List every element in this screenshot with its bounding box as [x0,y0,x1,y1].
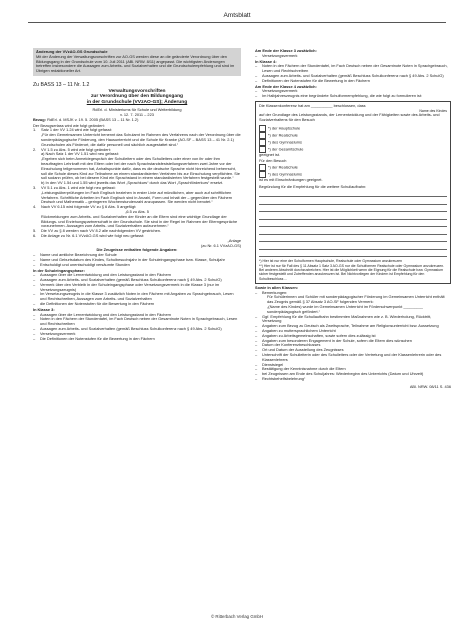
item-text: Aussagen zum Arbeits- und Sozialverhalten (gemäß Beschluss Schulkonferenz nach § 49 Abs. 2 SchulG) [40,277,222,283]
item-text: Nach VV 6.15 wird folgende VV zu § 6 Abs. 5 angefügt: [41,204,137,210]
dash-bullet-icon: – [33,291,36,297]
all-classes-list [255,286,451,382]
item-text: Noten in den Fächern der Stundentafel, im Fach Deutsch neben der Gesamtnote Noten in Sprachgebrauch, Lesen und Rechtschreiben [262,63,448,74]
section-heading: In Klasse 3: [33,306,55,312]
item-number: 3. [33,184,37,190]
item-text: Angaben zum Bezug zu Deutsch als Zweitsprache, Teilnahme am Religionsunterricht bzw. Aussetzung [262,323,439,329]
item-number: 1. [33,127,37,133]
item-text: Datum der Konferenzbeschlusses [262,342,321,348]
option-gymnasium [259,139,447,146]
item-text: Versetzungsvermerk [262,88,298,94]
section-heading: In der Schuleingangsphase: [33,267,85,273]
item-number: 6. [33,232,37,238]
text-block: „Leistungsüberprüfungen im Fach Englisch beziehen in erster Linie auf mündlichen, aber auch auf schriftlichen Verfahren. Schriftliche Arbeiten im Fach Englisch sind in Anzahl, Form und Inhalt der – gegenüber den Fächern Deutsch und Mathematik – geringeren Wochenstundenzahl anzupassen. Sie werden nicht benotet.“ [41,189,233,205]
bass-reference: Zu BASS 13 – 11 Nr. 1.2 [33,81,90,88]
text-block: Rückmeldungen zum Arbeits- und Sozialverhalten der Kinder an die Eltern sind eine wichtige Grundlage der Bildungs- und Erziehungspartnerschaft in der Grundschule. Sie sind in der Regel im Rahmen der Elterngespräche vorzunehmen. Aussagen zum Arbeits- und Sozialverhalten aufzunehmen.“ [41,213,238,229]
dash-bullet-icon: – [255,52,258,58]
bullet-item [33,302,241,307]
item-text: Noten in den Fächern der Stundentafel, im Fach Deutsch neben der Gesamtnote Noten in Sprachgebrauch, Lesen und Rechtschreiben [40,316,238,327]
ruled-line [259,190,447,198]
dash-bullet-icon: – [33,335,36,341]
option-gesamtschule [259,146,447,153]
form-footnote-2: **) Hier ist nur für Fall des § 11 Absatz 1 Satz 3 AO-GS nur die Schulformen Realschule oder Gymnasium anzukreuzen. Bei anderen Abschnitt durchzustreichen. Hier ist die Möglichkeit wenn die Eignung für die Realschule bzw. Gymnasium sicher festgestellt und Zutreffenden anzukreuzen ist. Bei Nichtvorliegen der Kindern ist Empfehlung für den Schulbeschluss ... [259,263,445,281]
ruled-line [259,235,447,243]
item-text: Angaben zum besonderen Engagement in der Schule, sofern die Eltern dies wünschen [262,337,412,343]
text-block: Für Schülerinnen und Schüler mit sonderpädagogischer Förderung im Gemeinsamen Unterricht enthält das Zeugnis gemäß § 37 Absatz 3 AO-SF folgenden Vermerk: [267,294,445,305]
summary-box [33,48,241,76]
checkbox-icon [259,132,266,139]
dash-bullet-icon: – [255,289,258,295]
title-line: zur Verordnung über den Bildungsgang [90,94,184,100]
dash-bullet-icon: – [255,63,258,69]
option-label: *) der Hauptschule [268,125,301,131]
option-label: *) des Gymnasiums [268,139,302,145]
decree-date: v. 12. 7. 2011 – 223 [120,112,154,117]
header-divider [28,22,446,23]
amendment-list [33,128,241,341]
dash-bullet-icon: – [255,332,258,338]
section-heading: In Klasse 4: [255,58,277,64]
item-text: Unterschrift der Schulleiterin oder des Schulleiters oder der Vertretung und der Klassenlehrerin oder des Klassenlehrers [262,351,442,362]
item-text: Ort und Datum der Ausstellung des Zeugnisses [262,347,344,353]
bullet-item [255,79,451,84]
bullet-item [255,54,451,59]
page-header: Amtsblatt [223,12,251,19]
dash-bullet-icon: – [255,72,258,78]
dash-bullet-icon: – [33,277,36,283]
option-label: *) des Gymnasiums [268,171,302,177]
text-block: b) In den VV 1.54 und 1.55 wird jeweils das Wort „Sprachkurs“ durch das Wort „Sprachförderkurs“ ersetzt. [41,180,224,186]
item-text: Dienstsiegel [262,361,284,367]
text-block: „(Name des Kindes) wurde im Gemeinsamen Unterricht im Förderschwerpunkt _________ sonderpädagogisch gefördert.“ [267,304,423,314]
dash-bullet-icon: – [255,347,258,353]
option-label: *) der Realschule [268,164,298,170]
intro-line: Der Bezugserlass wird wie folgt geändert: [33,122,105,128]
dash-bullet-icon: – [33,252,36,258]
form-line-4: ist es mit Einschränkungen geeignet. [259,177,323,183]
dash-bullet-icon: – [33,316,36,322]
form-footnote-1: *) Hier ist nur eine der Schulformen Hauptschule, Realschule oder Gymnasium anzukreuzen [259,259,402,264]
item-text: Aussagen zum Arbeits- und Sozialverhalten (gemäß Beschluss Schulkonferenz nach § 49 Abs. 2 SchulG) [40,326,222,332]
abl-reference: ABl. NRW. 08/11 S. 436 [409,383,451,389]
text-block: „Ergeben sich beim Anmeldegespräch der Schulleitern oder des Schulleiters oder einer von ihr oder ihm beauftragten Lehrkraft mit den Eltern oder bei der nach Sprachstandsfeststellungsverfahren zwei Jahre vor der Einschulung teilgenommen hat, Anhaltspunkte dafür, dass es die deutsche Sprache nicht hinreichend beherrscht, soll die Schule dieses Kind zur Teilnahme an einem standardisierten Verfahren bis zur Einschulung verpflichten. Sie soll sodann prüfen, ob bei diesem Kind ein Sprachstand in einem standardisierten Verfahren festgestellt wurde.“ [41,156,240,181]
item-text: Aussagen über die Lernentwicklung und den Leistungsstand in den Fächern [40,272,172,278]
item-text: Im Halbjahreszeugnis eine begründete Schulformempfehlung, die wie folgt zu formulieren ist: [262,93,423,99]
bullet-item [255,377,451,382]
text-block: „Anlage [227,237,241,243]
item-text: Vermerk über den Verbleib in der Schuleingangsphase oder Versetzungsvermerk in die Klasse 3 (nur im Versetzungszeugnis) [40,281,220,292]
decree-ministry: RdErl. d. Ministeriums für Schule und Weiterbildung [92,107,182,113]
bezug-line [33,118,241,123]
item-text: Im Versetzungszeugnis in die Klasse 3 zusätzlich Noten in den Fächern mit Angaben zu Sprachgebrauch, Lesen und Rechtschreiben, Aussagen zum Arbeits- und Sozialverhalten [40,291,234,302]
dash-bullet-icon: – [33,256,36,262]
bullet-item [255,94,451,99]
form-line-2: auf der Grundlage des Leistungsstands, der Lernentwicklung und der Fähigkeiten sowie des Arbeits- und Sozialverhaltens für den Besuch [259,112,440,122]
item-text: VV 5.1 zu Abs. 1 wird wie folgt neu gefasst: [41,184,116,190]
item-number: 4. [33,204,37,210]
dash-bullet-icon: – [255,328,258,333]
item-text: Bestätigung der Kenntnisnahme durch die Eltern [262,366,346,372]
text-block: „6.5 zu Abs. 5 [125,208,149,214]
ruled-line [259,242,447,250]
dash-bullet-icon: – [33,281,36,287]
dash-bullet-icon: – [255,337,258,343]
option-label: *) der Realschule [268,132,298,138]
option-label: *) der Gesamtschule [268,146,304,152]
checkbox-icon [259,164,266,171]
numbered-item [33,234,241,239]
bezug-label: Bezug: [33,116,46,122]
item-text: Bemerkungen: [262,289,288,295]
dash-bullet-icon: – [33,301,36,307]
dash-bullet-icon: – [255,361,258,367]
dash-bullet-icon: – [255,88,258,94]
dash-bullet-icon: – [33,311,36,317]
form-line-3: Für den Besuch [259,158,287,164]
form-line-1: Die Klassenkonferenz hat am __________ beschlossen, dass [259,102,366,108]
dash-bullet-icon: – [255,342,258,348]
item-text: Rechtsbehelfsbelehrung“ [262,375,306,381]
bullet-item [33,263,241,268]
summary-box-title: Änderung der VVzAO-GS Grundschule [36,49,108,54]
dash-bullet-icon: – [255,77,258,83]
item-text: Angaben zu Arbeitsgemeinschaften, sowie sofern dies zulässig ist [262,332,376,338]
option-realschule [259,132,447,139]
dash-bullet-icon: – [255,371,258,377]
text-block: (zu Nr. 6.1 VVzAO-GS) [201,242,241,248]
checkbox-icon [259,139,266,146]
item-number: 2. [33,146,37,152]
item-text: Die Definitionen der Notenstufen für die Bewertung in den Fächern [40,335,155,341]
checkbox-icon [259,125,266,132]
ruled-line [259,205,447,213]
item-text: Entschuldigt und unentschuldigt versäumte Stunden [40,261,130,267]
item-text: Aussagen über die Lernentwicklung und den Leistungsstand in den Fächern [40,311,172,317]
item-text: Ggf. Empfehlung für die Schullaufbahn bestimmten Maßnahmen wie z. B. Wiederholung, Rücktritt, Versetzung [262,313,432,324]
page-footer: © Ritterbach Verlag GmbH [210,614,264,619]
dash-bullet-icon: – [255,313,258,319]
recommendation-form [255,101,451,284]
grade-4-list [255,49,451,99]
dash-bullet-icon: – [255,375,258,381]
item-text: Die VV zu § 8 werden nach VV 8.2 alle nachfolgenden VV gestrichen. [41,228,162,234]
item-text: Aussagen zum Arbeits- und Sozialverhalten (gemäß Beschluss Schulkonferenz nach § 49 Abs. 2 SchulG) [262,72,444,78]
item-text: Satz 1 der VV 1.24 wird wie folgt gefasst: [41,127,112,133]
item-number: 5. [33,228,37,234]
document-title [33,89,241,105]
ruled-line [259,250,447,258]
bezug-text: RdErl. d. MSJK v. 19. 5. 2005 (BASS 13 – 11 Nr. 1.2) [47,116,139,122]
left-column [33,48,241,341]
item-text: Versetzungsvermerk [40,330,76,336]
option-hauptschule [259,125,447,132]
section-heading: Sowie in allen Klassen: [255,284,299,290]
item-text: VV 1.5 zu Abs. 5 wird wie folgt geändert: [41,146,111,152]
ruled-line [259,197,447,205]
item-text: Die Anlage zu Nr. 6.1 VVzAO-GS wird wie folgt neu gefasst: [41,232,145,238]
dash-bullet-icon: – [33,272,36,278]
dash-bullet-icon: – [255,366,258,372]
dash-bullet-icon: – [33,261,36,267]
ruled-line [259,220,447,228]
item-text: Name und Geburtsdatum des Kindes, Schulbesuchsjahr in der Schuleingangsphase bzw. Klasse, Schuljahr [40,256,225,262]
form-name-note: Name des Kindes [419,108,447,113]
section-heading: Am Ende der Klasse 3 zusätzlich: [255,48,317,53]
text-block: Die Zeugnisse enthalten folgende Angaben: [96,247,178,253]
ruled-line [259,212,447,220]
bullet-item [255,353,451,363]
item-text: Name und amtliche Bezeichnung der Schule [40,252,117,258]
option-realschule-2 [259,164,447,171]
summary-box-text: Mit der Änderung der Verwaltungsvorschriften zur AO-GS werden diese an die geänderte Verordnung über den Bildungsgang in der Grundschule vom 10. Juli 2011 (ABl. NRW. 8/11) angepasst. Die wichtigsten Änderungen betreffen insbesondere die Aussagen zum Arbeits- und Sozialverhalten und die Grundschulempfehlung und sind im Übrigen redaktioneller Art. [36,53,235,74]
dash-bullet-icon: – [33,330,36,336]
section-heading: Am Ende der Klasse 4 zusätzlich: [255,83,317,89]
title-line: in der Grundschule (VVzAO-GS); Änderung [86,99,188,105]
item-text: die Definitionen der Notenstufen für die Bewertung in den Fächern [40,301,155,307]
ruled-line [259,227,447,235]
dash-bullet-icon: – [255,93,258,99]
form-line-5: Begründung für die Empfehlung für die weitere Schullaufbahn: [259,184,367,190]
ruled-lines [259,190,447,258]
item-text: bei Zeugnissen am Ende des Schuljahres: Wiederbeginn des Unterrichts (Datum und Uhrzeit) [262,371,424,377]
dash-bullet-icon: – [33,326,36,332]
item-text: Definitionen der Notenstufen für die Bewertung in den Fächern [262,77,370,83]
form-after: geeignet ist. [259,151,280,157]
text-block: a) Nach Satz 1 der VV 1.51 wird neu gefasst: [41,151,119,157]
item-text: Versetzungsvermerk [262,52,298,58]
title-line: Verwaltungsvorschriften [108,88,166,94]
dash-bullet-icon: – [255,351,258,357]
text-block: „Für den Gemeinsamen Unterricht benennt das Schulamt im Rahmen des Verfahrens nach der Verordnung über die sonderpädagogische Förderung, den Hausunterricht und die Schule für Kranke (AO-SF – BASS 13 – 41 Nr. 2.1) Grundschulen als Förderort, die dafür personell und sächlich ausgestattet sind.“ [41,132,241,147]
right-column [255,48,451,390]
dash-bullet-icon: – [255,323,258,329]
item-text: Angaben zu muttersprachlichem Unterricht [262,328,336,333]
bullet-item [33,337,241,342]
